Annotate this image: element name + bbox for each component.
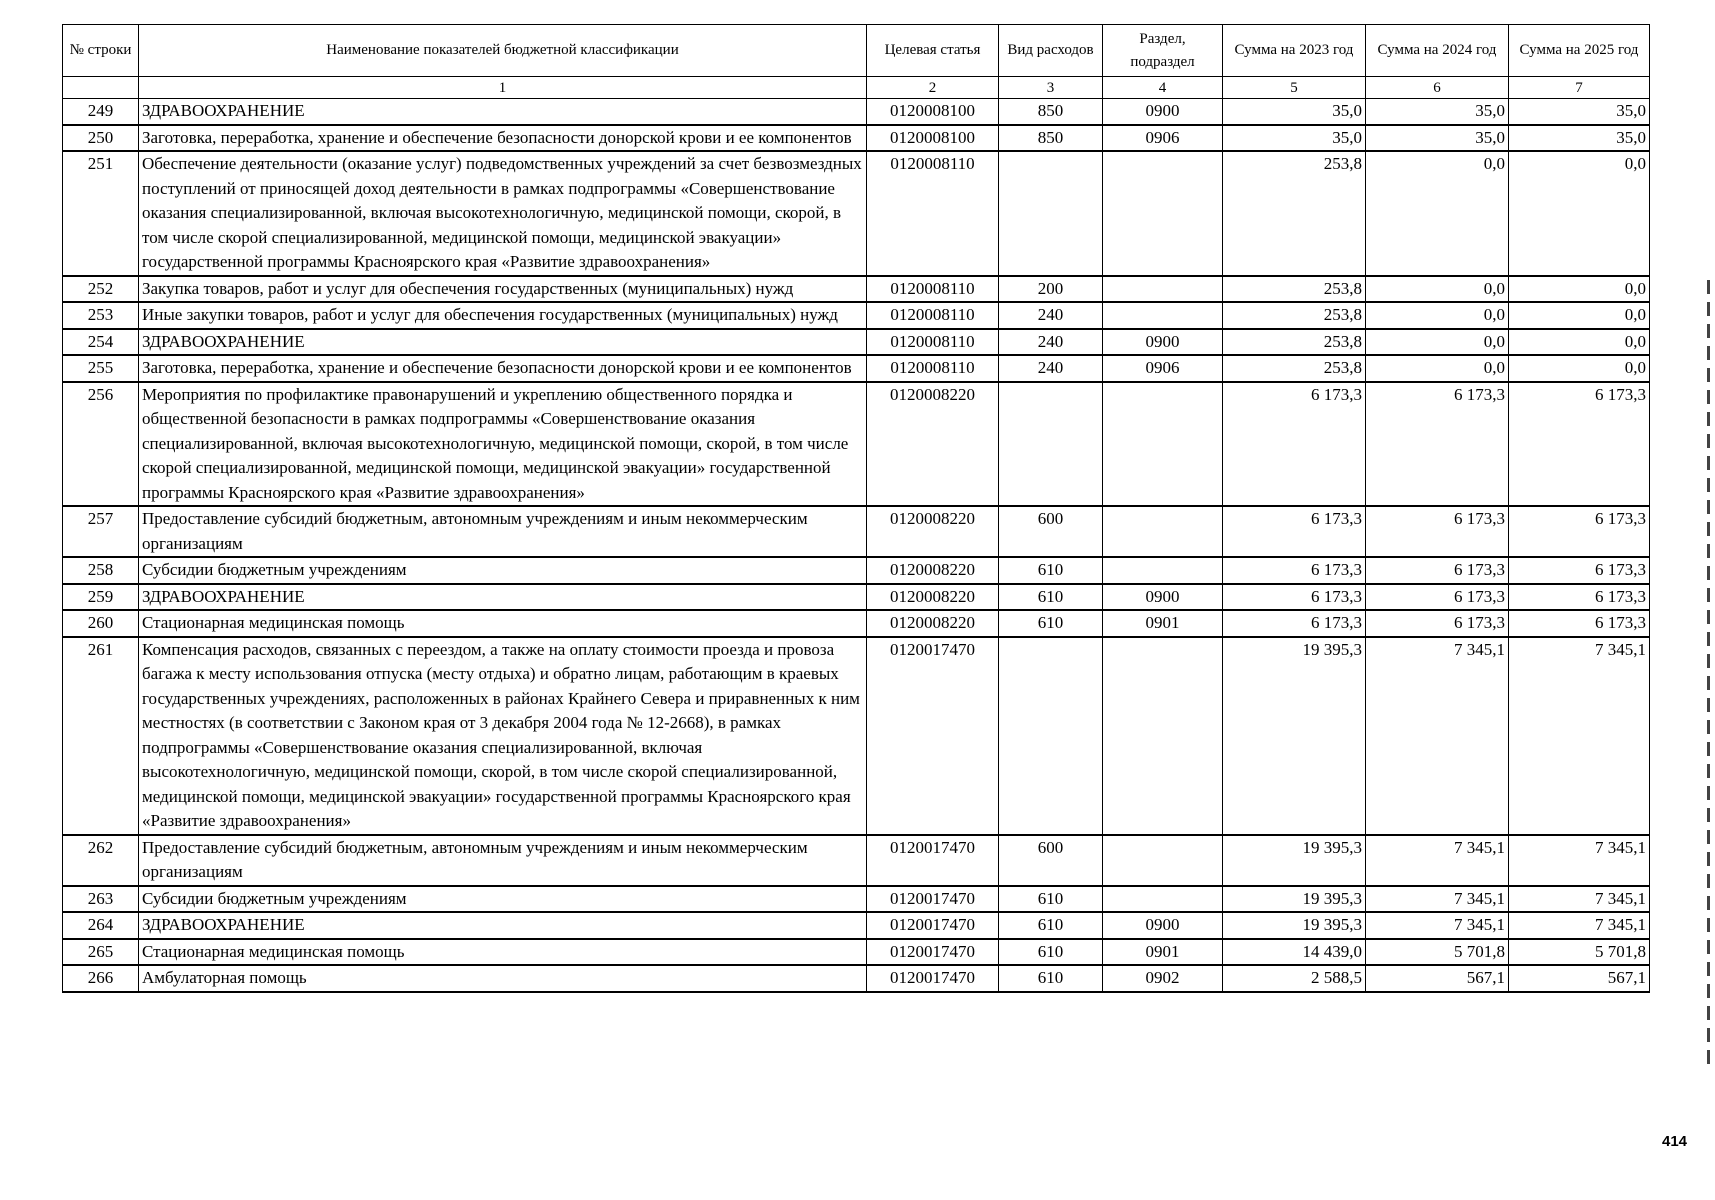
table-body (63, 99, 1650, 992)
col-number-1: 1 (139, 77, 867, 99)
row-sum-2025: 6 173,3 (1509, 584, 1650, 611)
table-row (63, 912, 1650, 939)
row-expense-type: 610 (999, 886, 1103, 913)
row-section (1103, 835, 1223, 886)
row-sum-2024: 0,0 (1366, 151, 1509, 276)
row-target-article: 0120017470 (867, 637, 999, 835)
row-number: 262 (63, 835, 139, 886)
row-target-article: 0120017470 (867, 835, 999, 886)
row-number: 264 (63, 912, 139, 939)
col-header-2025: Сумма на 2025 год (1509, 25, 1650, 77)
row-sum-2025: 35,0 (1509, 99, 1650, 125)
row-sum-2025: 0,0 (1509, 302, 1650, 329)
row-sum-2024: 6 173,3 (1366, 506, 1509, 557)
row-target-article: 0120008110 (867, 355, 999, 382)
row-sum-2025: 6 173,3 (1509, 557, 1650, 584)
row-expense-type: 610 (999, 965, 1103, 992)
row-number: 254 (63, 329, 139, 356)
row-name: Иные закупки товаров, работ и услуг для обеспечения государственных (муниципальных) нужд (139, 302, 867, 329)
row-section: 0900 (1103, 99, 1223, 125)
row-sum-2025: 0,0 (1509, 355, 1650, 382)
row-number: 265 (63, 939, 139, 966)
page-number: 414 (1662, 1133, 1688, 1150)
row-section (1103, 506, 1223, 557)
row-section (1103, 637, 1223, 835)
col-number-0 (63, 77, 139, 99)
row-name: ЗДРАВООХРАНЕНИЕ (139, 329, 867, 356)
row-name: ЗДРАВООХРАНЕНИЕ (139, 584, 867, 611)
row-expense-type: 850 (999, 125, 1103, 152)
row-sum-2024: 7 345,1 (1366, 886, 1509, 913)
row-number: 256 (63, 382, 139, 507)
row-sum-2024: 35,0 (1366, 125, 1509, 152)
table-row (63, 637, 1650, 835)
col-header-type: Вид расходов (999, 25, 1103, 77)
table-row (63, 276, 1650, 303)
table-row (63, 557, 1650, 584)
row-name: Стационарная медицинская помощь (139, 939, 867, 966)
col-header-2024: Сумма на 2024 год (1366, 25, 1509, 77)
row-section: 0900 (1103, 329, 1223, 356)
row-sum-2024: 6 173,3 (1366, 610, 1509, 637)
row-sum-2023: 19 395,3 (1223, 835, 1366, 886)
row-sum-2024: 7 345,1 (1366, 912, 1509, 939)
row-sum-2023: 2 588,5 (1223, 965, 1366, 992)
row-target-article: 0120008110 (867, 151, 999, 276)
row-target-article: 0120017470 (867, 912, 999, 939)
row-sum-2023: 19 395,3 (1223, 637, 1366, 835)
row-target-article: 0120008100 (867, 125, 999, 152)
row-sum-2023: 253,8 (1223, 151, 1366, 276)
row-number: 249 (63, 99, 139, 125)
row-name: Стационарная медицинская помощь (139, 610, 867, 637)
table-row (63, 939, 1650, 966)
row-expense-type: 610 (999, 939, 1103, 966)
row-name: Заготовка, переработка, хранение и обеспечение безопасности донорской крови и ее компонентов (139, 125, 867, 152)
table-row (63, 965, 1650, 992)
row-sum-2023: 19 395,3 (1223, 912, 1366, 939)
row-sum-2023: 6 173,3 (1223, 557, 1366, 584)
row-number: 253 (63, 302, 139, 329)
row-sum-2024: 5 701,8 (1366, 939, 1509, 966)
row-expense-type: 610 (999, 912, 1103, 939)
table-row (63, 835, 1650, 886)
row-name: Амбулаторная помощь (139, 965, 867, 992)
col-number-7: 7 (1509, 77, 1650, 99)
row-name: Закупка товаров, работ и услуг для обеспечения государственных (муниципальных) нужд (139, 276, 867, 303)
row-target-article: 0120008110 (867, 276, 999, 303)
row-number: 251 (63, 151, 139, 276)
header-row (63, 25, 1650, 77)
col-header-target: Целевая статья (867, 25, 999, 77)
row-expense-type: 240 (999, 355, 1103, 382)
row-name: ЗДРАВООХРАНЕНИЕ (139, 99, 867, 125)
row-name: Субсидии бюджетным учреждениям (139, 557, 867, 584)
table-row (63, 382, 1650, 507)
row-expense-type: 240 (999, 302, 1103, 329)
row-target-article: 0120008110 (867, 329, 999, 356)
row-target-article: 0120017470 (867, 965, 999, 992)
row-target-article: 0120008110 (867, 302, 999, 329)
row-sum-2024: 6 173,3 (1366, 584, 1509, 611)
table-row (63, 151, 1650, 276)
row-name: Мероприятия по профилактике правонарушений и укреплению общественного порядка и общественной безопасности в рамках подпрограммы «Совершенствование оказания специализированной, включая высокотехнологичную, медицинской помощи, скорой, в том числе скорой специализированной, медицинской помощи, медицинской эвакуации» государственной программы Красноярского края «Развитие здравоохранения» (139, 382, 867, 507)
row-target-article: 0120008220 (867, 382, 999, 507)
row-number: 250 (63, 125, 139, 152)
row-sum-2024: 35,0 (1366, 99, 1509, 125)
row-sum-2025: 7 345,1 (1509, 835, 1650, 886)
col-header-row-number: № строки (63, 25, 139, 77)
row-sum-2024: 6 173,3 (1366, 382, 1509, 507)
row-sum-2023: 253,8 (1223, 276, 1366, 303)
row-number: 260 (63, 610, 139, 637)
row-sum-2023: 253,8 (1223, 355, 1366, 382)
row-section: 0902 (1103, 965, 1223, 992)
row-section (1103, 302, 1223, 329)
row-sum-2025: 5 701,8 (1509, 939, 1650, 966)
row-sum-2024: 0,0 (1366, 302, 1509, 329)
row-target-article: 0120017470 (867, 886, 999, 913)
row-sum-2024: 567,1 (1366, 965, 1509, 992)
col-number-3: 3 (999, 77, 1103, 99)
col-header-2023: Сумма на 2023 год (1223, 25, 1366, 77)
table-row (63, 886, 1650, 913)
row-sum-2025: 7 345,1 (1509, 637, 1650, 835)
row-expense-type (999, 637, 1103, 835)
row-sum-2024: 0,0 (1366, 329, 1509, 356)
row-sum-2023: 14 439,0 (1223, 939, 1366, 966)
table-row (63, 329, 1650, 356)
table-row (63, 506, 1650, 557)
row-sum-2025: 7 345,1 (1509, 886, 1650, 913)
row-sum-2025: 6 173,3 (1509, 610, 1650, 637)
row-sum-2023: 6 173,3 (1223, 382, 1366, 507)
row-expense-type: 600 (999, 835, 1103, 886)
col-number-4: 4 (1103, 77, 1223, 99)
row-sum-2024: 0,0 (1366, 355, 1509, 382)
row-target-article: 0120008220 (867, 584, 999, 611)
row-target-article: 0120017470 (867, 939, 999, 966)
row-sum-2025: 7 345,1 (1509, 912, 1650, 939)
col-header-name: Наименование показателей бюджетной классификации (139, 25, 867, 77)
row-section (1103, 276, 1223, 303)
col-number-5: 5 (1223, 77, 1366, 99)
row-sum-2023: 6 173,3 (1223, 506, 1366, 557)
row-name: Компенсация расходов, связанных с переездом, а также на оплату стоимости проезда и провоза багажа к месту использования отпуска (месту отдыха) и обратно лицам, работающим в краевых государственных учреждениях, расположенных в районах Крайнего Севера и приравненных к ним местностях (в соответствии с Законом края от 3 декабря 2004 года № 12-2668), в рамках подпрограммы «Совершенствование оказания специализированной, включая высокотехнологичную, медицинской помощи, скорой, в том числе скорой специализированной, медицинской помощи, медицинской эвакуации» государственной программы Красноярского края «Развитие здравоохранения» (139, 637, 867, 835)
row-sum-2023: 35,0 (1223, 125, 1366, 152)
row-sum-2023: 6 173,3 (1223, 584, 1366, 611)
row-expense-type: 240 (999, 329, 1103, 356)
row-number: 261 (63, 637, 139, 835)
table-row (63, 125, 1650, 152)
row-sum-2023: 6 173,3 (1223, 610, 1366, 637)
row-section: 0906 (1103, 355, 1223, 382)
row-section (1103, 886, 1223, 913)
row-sum-2024: 7 345,1 (1366, 637, 1509, 835)
column-number-row (63, 77, 1650, 99)
row-section: 0901 (1103, 610, 1223, 637)
row-expense-type: 850 (999, 99, 1103, 125)
row-section: 0900 (1103, 912, 1223, 939)
row-target-article: 0120008100 (867, 99, 999, 125)
row-sum-2024: 7 345,1 (1366, 835, 1509, 886)
row-expense-type (999, 382, 1103, 507)
table-row (63, 355, 1650, 382)
row-target-article: 0120008220 (867, 610, 999, 637)
col-number-6: 6 (1366, 77, 1509, 99)
row-sum-2023: 253,8 (1223, 329, 1366, 356)
row-name: Предоставление субсидий бюджетным, автономным учреждениям и иным некоммерческим организациям (139, 835, 867, 886)
row-number: 266 (63, 965, 139, 992)
row-sum-2025: 0,0 (1509, 329, 1650, 356)
row-number: 259 (63, 584, 139, 611)
row-expense-type: 600 (999, 506, 1103, 557)
row-name: Предоставление субсидий бюджетным, автономным учреждениям и иным некоммерческим организациям (139, 506, 867, 557)
row-section: 0900 (1103, 584, 1223, 611)
row-section (1103, 557, 1223, 584)
row-target-article: 0120008220 (867, 557, 999, 584)
table-row (63, 99, 1650, 125)
row-expense-type: 610 (999, 610, 1103, 637)
row-section (1103, 151, 1223, 276)
row-section: 0906 (1103, 125, 1223, 152)
row-sum-2025: 0,0 (1509, 151, 1650, 276)
budget-table (62, 24, 1650, 993)
row-expense-type: 610 (999, 584, 1103, 611)
row-sum-2025: 567,1 (1509, 965, 1650, 992)
row-target-article: 0120008220 (867, 506, 999, 557)
row-name: ЗДРАВООХРАНЕНИЕ (139, 912, 867, 939)
col-number-2: 2 (867, 77, 999, 99)
row-number: 258 (63, 557, 139, 584)
row-name: Обеспечение деятельности (оказание услуг) подведомственных учреждений за счет безвозмездных поступлений от приносящей доход деятельности в рамках подпрограммы «Совершенствование оказания специализированной, включая высокотехнологичную, медицинской помощи, скорой, в том числе скорой специализированной, медицинской помощи, медицинской эвакуации» государственной программы Красноярского края «Развитие здравоохранения» (139, 151, 867, 276)
row-sum-2024: 6 173,3 (1366, 557, 1509, 584)
row-number: 257 (63, 506, 139, 557)
table-row (63, 584, 1650, 611)
row-number: 255 (63, 355, 139, 382)
row-name: Субсидии бюджетным учреждениям (139, 886, 867, 913)
row-name: Заготовка, переработка, хранение и обеспечение безопасности донорской крови и ее компонентов (139, 355, 867, 382)
row-sum-2023: 19 395,3 (1223, 886, 1366, 913)
row-number: 252 (63, 276, 139, 303)
table-row (63, 302, 1650, 329)
row-sum-2025: 6 173,3 (1509, 382, 1650, 507)
row-section: 0901 (1103, 939, 1223, 966)
row-section (1103, 382, 1223, 507)
scan-edge-mark (1707, 280, 1710, 1070)
table-row (63, 610, 1650, 637)
row-sum-2025: 0,0 (1509, 276, 1650, 303)
row-expense-type: 610 (999, 557, 1103, 584)
row-sum-2025: 35,0 (1509, 125, 1650, 152)
row-expense-type (999, 151, 1103, 276)
row-sum-2024: 0,0 (1366, 276, 1509, 303)
row-sum-2025: 6 173,3 (1509, 506, 1650, 557)
row-sum-2023: 35,0 (1223, 99, 1366, 125)
row-sum-2023: 253,8 (1223, 302, 1366, 329)
row-expense-type: 200 (999, 276, 1103, 303)
row-number: 263 (63, 886, 139, 913)
col-header-section: Раздел, подраздел (1103, 25, 1223, 77)
